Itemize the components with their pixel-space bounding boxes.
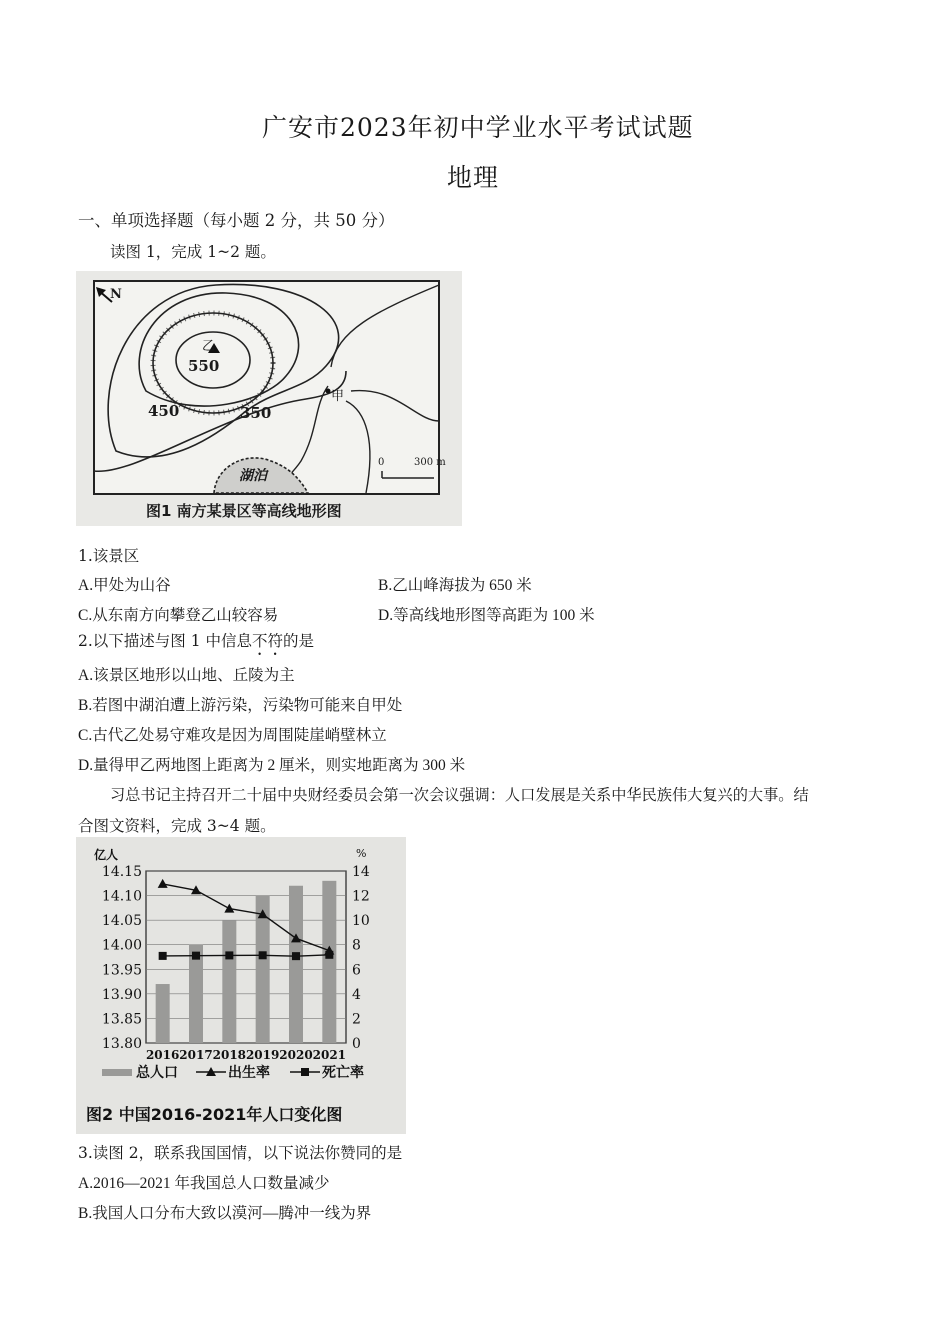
peak-label: 乙 [202, 339, 216, 354]
bar-total-population [222, 920, 236, 1043]
marker-death-rate [192, 952, 200, 960]
lake-label: 湖泊 [239, 468, 267, 484]
marker-birth-rate [158, 879, 168, 888]
section-heading: 一、单项选择题（每小题 2 分，共 50 分） [78, 211, 395, 230]
intro-1: 读图 1，完成 1~2 题。 [110, 243, 276, 261]
right-tick-label: 14 [352, 864, 370, 880]
intro-2-line-2: 合图文资料，完成 3~4 题。 [78, 817, 276, 835]
q1-option-a: A.甲处为山谷 [78, 577, 171, 594]
intro-2-line-1: 习总书记主持召开二十届中央财经委员会第一次会议强调：人口发展是关系中华民族伟大复兴的大事。结 [110, 786, 809, 804]
q2-stem-post: 的是 [283, 632, 315, 650]
contour-label-550: 550 [188, 357, 220, 375]
line-death-rate [163, 955, 330, 956]
exam-title: 广安市2023年初中学业水平考试试题 [262, 113, 694, 142]
left-tick-label: 13.95 [101, 962, 142, 979]
marker-death-rate [159, 952, 167, 960]
q2-stem [78, 629, 314, 659]
right-tick-label: 4 [352, 986, 361, 1003]
legend-label-death: 死亡率 [322, 1065, 364, 1081]
figure-1-caption: 图1 南方某景区等高线地形图 [146, 502, 342, 520]
legend-label-birth: 出生率 [228, 1065, 270, 1081]
q2-stem-emphasis: 不符 [252, 632, 284, 650]
bar-total-population [322, 881, 336, 1043]
subject-title: 地理 [447, 163, 500, 192]
left-tick-label: 13.80 [101, 1036, 142, 1052]
left-tick-label: 14.00 [101, 937, 142, 954]
left-tick-label: 13.90 [101, 986, 142, 1003]
right-tick-label: 8 [352, 937, 361, 954]
q2-option-b: B.若图中湖泊遭上游污染，污染物可能来自甲处 [78, 697, 403, 714]
north-label: N [110, 287, 122, 302]
marker-death-rate [225, 951, 233, 959]
scale-zero: 0 [378, 457, 385, 468]
x-tick-label: 2021 [312, 1048, 347, 1062]
q2-option-a: A.该景区地形以山地、丘陵为主 [78, 667, 295, 684]
q2-stem-pre: 2.以下描述与图 1 中信息 [78, 632, 253, 650]
bar-total-population [156, 984, 170, 1043]
bar-total-population [289, 886, 303, 1043]
left-tick-label: 13.85 [101, 1011, 142, 1028]
figure-2-caption: 图2 中国2016-2021年人口变化图 [86, 1105, 343, 1124]
left-axis-unit: 亿人 [94, 848, 119, 862]
q3-option-b: B.我国人口分布大致以漠河—腾冲一线为界 [78, 1205, 372, 1222]
marker-death-rate [259, 951, 267, 959]
q1-option-d: D.等高线地形图等高距为 100 米 [378, 607, 595, 624]
x-tick-label: 2019 [245, 1048, 280, 1062]
right-tick-label: 0 [352, 1036, 361, 1052]
q2-option-c: C.古代乙处易守难攻是因为周围陡崖峭壁林立 [78, 727, 387, 744]
x-tick-label: 2018 [212, 1048, 247, 1062]
x-tick-label: 2020 [279, 1048, 313, 1062]
right-axis-unit: % [356, 847, 367, 860]
legend-swatch-total [102, 1069, 132, 1076]
figure-2 [76, 837, 406, 1134]
q1-option-c: C.从东南方向攀登乙山较容易 [78, 607, 279, 624]
marker-birth-rate [224, 904, 234, 913]
q3-option-a: A.2016—2021 年我国总人口数量减少 [78, 1175, 330, 1192]
legend-label-total: 总人口 [136, 1065, 178, 1081]
q1-option-b: B.乙山峰海拔为 650 米 [378, 577, 532, 594]
q3-stem: 3.读图 2，联系我国国情，以下说法你赞同的是 [78, 1144, 403, 1162]
population-chart [76, 837, 406, 1134]
left-tick-label: 14.05 [101, 913, 142, 930]
q2-option-d: D.量得甲乙两地图上距离为 2 厘米，则实地距离为 300 米 [78, 757, 466, 774]
x-tick-label: 2016 [145, 1048, 180, 1062]
contour-map [76, 271, 462, 526]
place-jia: 甲 [331, 389, 345, 404]
contour-label-350: 350 [240, 404, 272, 422]
x-tick-label: 2017 [179, 1048, 213, 1062]
figure-1 [76, 271, 462, 526]
scale-distance: 300 m [414, 457, 446, 468]
left-tick-label: 14.15 [101, 864, 142, 880]
plot-frame [146, 871, 346, 1043]
right-tick-label: 2 [352, 1011, 361, 1028]
q1-stem: 1.该景区 [78, 547, 140, 565]
right-tick-label: 12 [352, 888, 370, 905]
marker-death-rate [325, 951, 333, 959]
legend-marker-death [301, 1068, 309, 1076]
line-birth-rate [163, 884, 330, 951]
right-tick-label: 6 [352, 962, 361, 979]
right-tick-label: 10 [352, 913, 370, 930]
marker-death-rate [292, 952, 300, 960]
contour-label-450: 450 [148, 402, 180, 420]
left-tick-label: 14.10 [101, 888, 142, 905]
